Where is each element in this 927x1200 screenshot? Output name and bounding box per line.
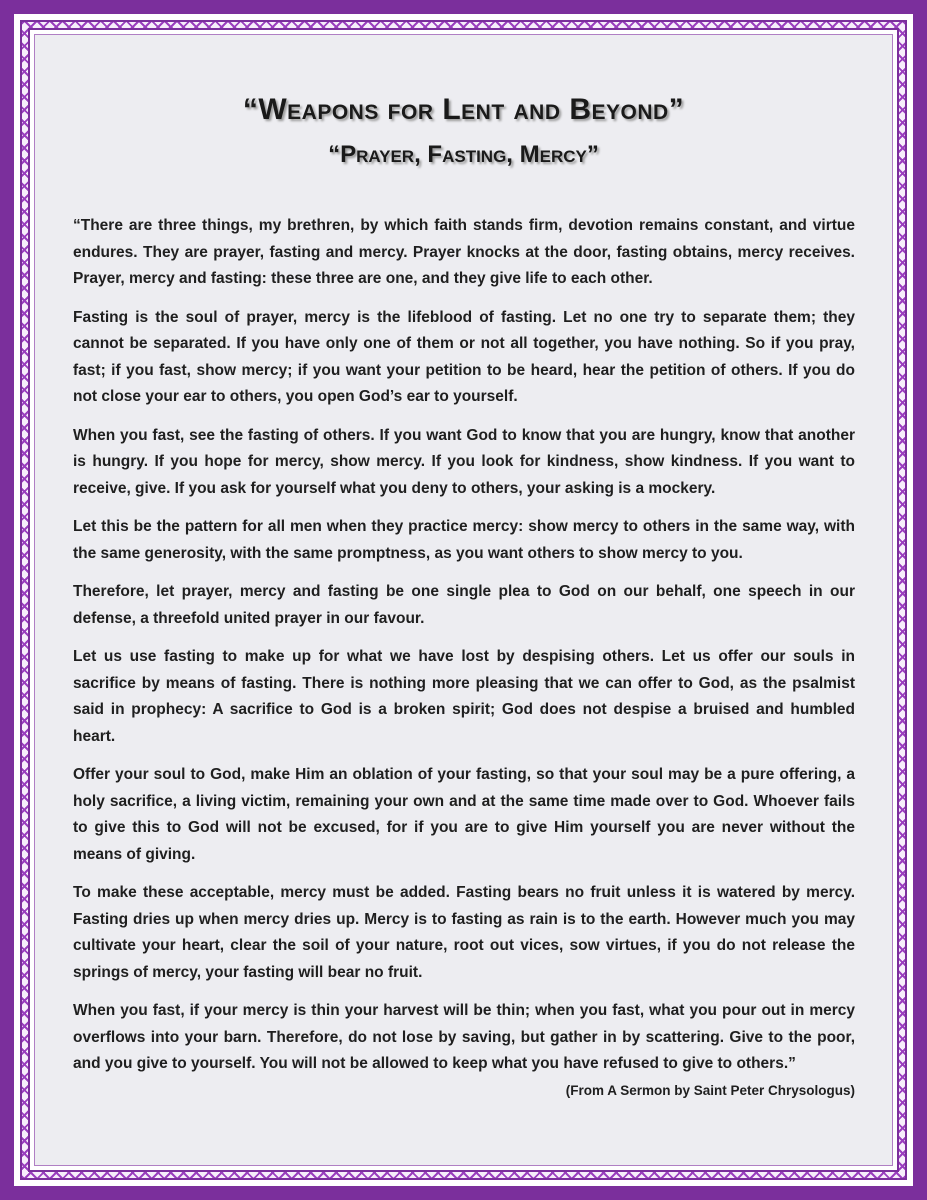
attribution: (From A Sermon by Saint Peter Chrysologus) <box>565 1082 855 1098</box>
paragraph: When you fast, see the fasting of others. If you want God to know that you are hungry, know that another is hungry. If you hope for mercy, show mercy. If you look for kindness, show kindness. If you want to receive, give. If you ask for yourself what you deny to others, your asking is a mockery. <box>73 426 855 497</box>
document-subtitle: “Prayer, Fasting, Mercy” <box>328 141 599 168</box>
paragraph: Offer your soul to God, make Him an oblation of your fasting, so that your soul may be a pure offering, a holy sacrifice, a living victim, remaining your own and at the same time made over to God. Whoever fails to give this to God will not be excused, for if you are to give Him yourself you are never without the means of giving. <box>73 766 855 863</box>
paragraph: Fasting is the soul of prayer, mercy is the lifeblood of fasting. Let no one try to separate them; they cannot be separated. If you have only one of them or not all together, you have nothing. So if you pray, fast; if you fast, show mercy; if you want your petition to be heard, hear the petition of others. If you do not close your ear to others, you open God’s ear to yourself. <box>73 308 855 405</box>
paragraph: To make these acceptable, mercy must be added. Fasting bears no fruit unless it is watered by mercy. Fasting dries up when mercy dries up. Mercy is to fasting as rain is to the earth. However much you may cultivate your heart, clear the soil of your nature, root out vices, sow virtues, if you do not release the springs of mercy, your fasting will bear no fruit. <box>73 884 855 981</box>
paragraph: Let this be the pattern for all men when they practice mercy: show mercy to others in the same way, with the same generosity, with the same promptness, as you want others to show mercy to you. <box>73 518 855 562</box>
paragraph-final <box>73 998 855 1098</box>
paragraph-final-text: When you fast, if your mercy is thin your harvest will be thin; when you fast, what you pour out in mercy overflows into your barn. Therefore, do not lose by saving, but gather in by scattering. Give to the poor, and you give to yourself. You will not be allowed to keep what you have refused to give to others.” <box>73 1002 855 1072</box>
document-page <box>34 34 893 1166</box>
paragraph: “There are three things, my brethren, by which faith stands firm, devotion remains constant, and virtue endures. They are prayer, fasting and mercy. Prayer knocks at the door, fasting obtains, mercy receives. Prayer, mercy and fasting: these three are one, and they give life to each other. <box>73 217 855 287</box>
sermon-body <box>73 213 855 1104</box>
paragraph: Let us use fasting to make up for what we have lost by despising others. Let us offer our souls in sacrifice by means of fasting. There is nothing more pleasing that we can offer to God, as the psalmist said in prophecy: A sacrifice to God is a broken spirit; God does not despise a bruised and humbled heart. <box>73 648 855 745</box>
document-title: “Weapons for Lent and Beyond” <box>242 93 685 126</box>
paragraph: Therefore, let prayer, mercy and fasting be one single plea to God on our behalf, one speech in our defense, a threefold united prayer in our favour. <box>73 583 855 627</box>
